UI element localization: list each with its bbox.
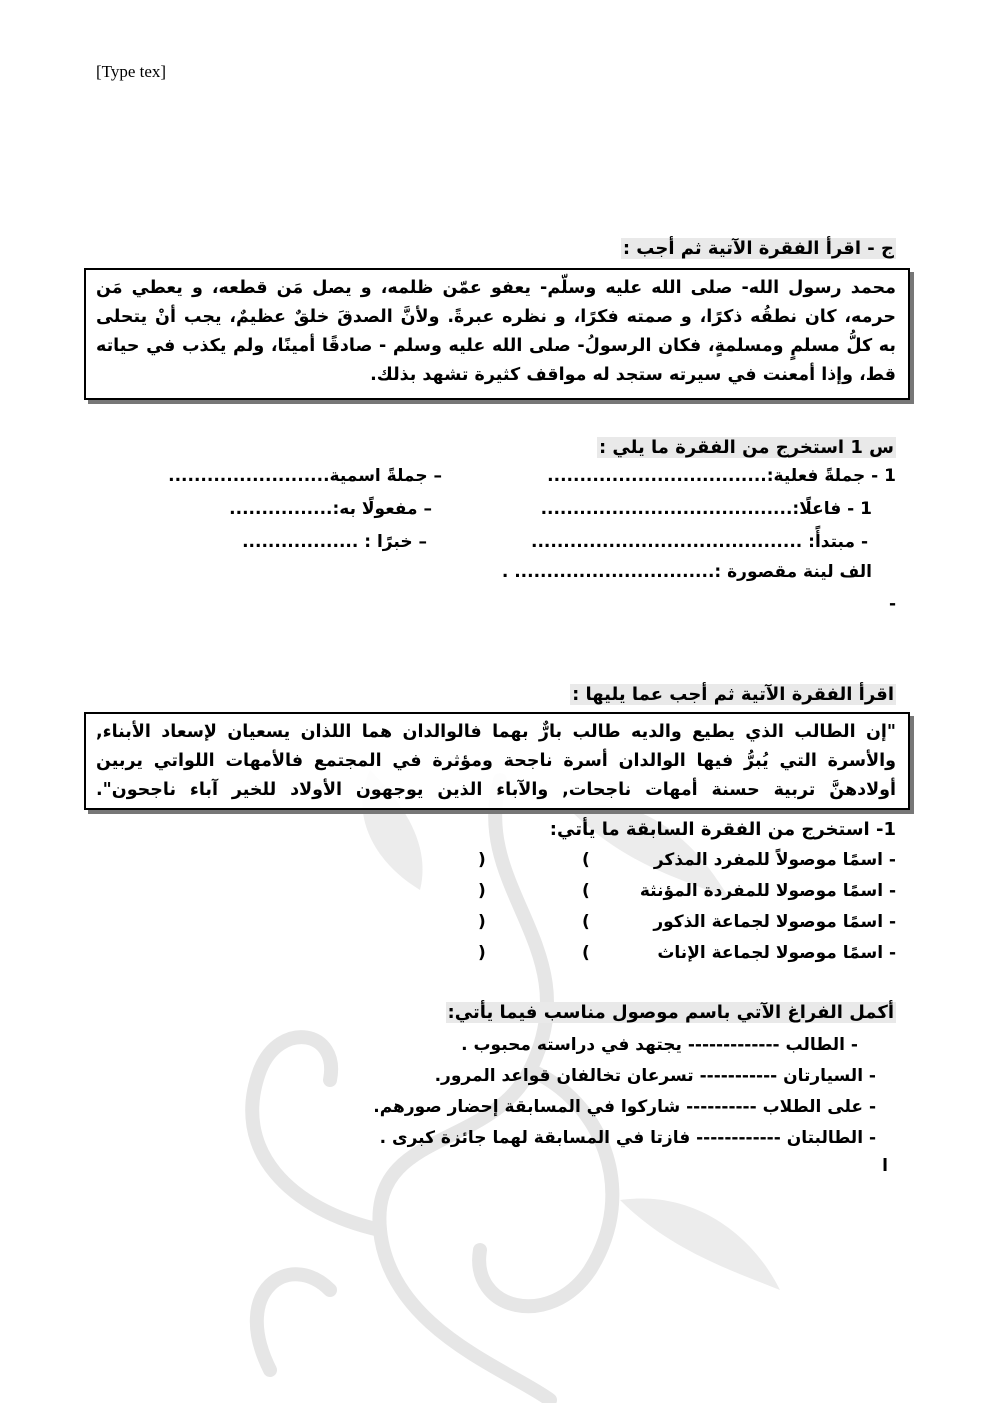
- extract-alif-maqsura: الف لينة مقصورة :............................... .: [501, 562, 872, 582]
- extract-nominal-sentence: – جملةً اسمية.........................: [168, 466, 442, 486]
- relative-pronoun-label: - اسمًا موصولا لجماعة الذكور: [653, 912, 896, 932]
- relative-pronoun-label: - اسمًا موصولاً للمفرد المذكر: [653, 850, 896, 870]
- section2-question-title: 1- استخرج من الفقرة السابقة ما يأتي:: [549, 819, 896, 840]
- section1-passage-line: قط، وإذا أمعنت في سيرته ستجد له مواقف كثيرة تشهد بذلك.: [370, 365, 896, 385]
- fill-blank-line: - الطالب ------------- يجتهد في دراسته محبوب .: [461, 1035, 858, 1055]
- extract-subject: 1 - فاعلًا:.......................................: [540, 499, 872, 519]
- answer-paren-open: (: [582, 850, 590, 870]
- section2-passage-line: أولادهنَّ تربية حسنة أمهات ناجحات, والآباء الذين يوجهون الأولاد للخير آباء ناجحون".: [96, 780, 896, 800]
- answer-paren-open: (: [582, 881, 590, 901]
- section2-heading: اقرأ الفقرة الآتية ثم أجب عما يليها :: [572, 684, 894, 705]
- section2-passage-box: [84, 712, 910, 810]
- section1-question-title: س 1 استخرج من الفقرة ما يلي :: [598, 437, 894, 458]
- header-placeholder: [Type tex]: [96, 62, 167, 81]
- answer-paren-close: ): [478, 912, 486, 932]
- extract-verbal-sentence: 1 - جملةً فعلية:..................................: [547, 466, 896, 486]
- relative-pronoun-label: - اسمًا موصولا للمفردة المؤنثة: [639, 881, 896, 901]
- extract-mubtada: - مبتدأً: ..........................................: [531, 532, 868, 552]
- page-mark: ا: [882, 1156, 888, 1176]
- fill-blank-line: - على الطلاب ---------- شاركوا في المسابقة إحضار صورهم.: [373, 1097, 876, 1117]
- answer-paren-close: ): [478, 850, 486, 870]
- fill-blank-line: - الطالبتان ------------ فازتا في المسابقة لهما جائزة كبرى .: [379, 1128, 876, 1148]
- extract-extra-dash: -: [888, 594, 896, 614]
- section2-passage-line: والأسرة التي يُبرُّ فيها الوالدان أسرة ناجحة ومؤثرة في المجتمع فالأمهات اللواتي يربين: [96, 751, 896, 771]
- relative-pronoun-label: - اسمًا موصولا لجماعة الإناث: [657, 943, 896, 963]
- answer-paren-close: ): [478, 943, 486, 963]
- answer-paren-open: (: [582, 912, 590, 932]
- section2-passage-line: "إن الطالب الذي يطيع والديه طالب بارٌّ بهما فالوالدان هما اللذان يسعيان لإسعاد الأبناء,: [96, 722, 896, 742]
- section3-heading: أكمل الفراغ الآتي باسم موصول مناسب فيما يأتي:: [447, 1002, 894, 1023]
- extract-khabar: – خبرًا : ..................: [242, 532, 427, 552]
- section1-heading: ج - اقرأ الفقرة الآتية ثم أجب :: [622, 238, 894, 259]
- answer-paren-close: ): [478, 881, 486, 901]
- extract-object: – مفعولًا به:................: [229, 499, 432, 519]
- section1-passage-line: به كلُّ مسلمٍ ومسلمةٍ، فكان الرسولُ- صلى الله عليه وسلم - صادقًا أمينًا، ولم يكذب في حياته: [96, 336, 896, 356]
- section1-passage-box: [84, 268, 910, 400]
- section1-passage-line: محمد رسول الله- صلى الله عليه وسلّم- يعفو عمّن ظلمه، و يصل مَن قطعه، و يعطي مَن: [96, 278, 896, 298]
- answer-paren-open: (: [582, 943, 590, 963]
- fill-blank-line: - السيارتان ----------- تسرعان تخالفان قواعد المرور.: [434, 1066, 876, 1086]
- section1-passage-line: حرمه، كان نطقُه ذكرًا، و صمته فكرًا، و نظره عبرةً. ولأنَّ الصدقَ خلقٌ عظيمٌ، يجب أنْ يتحلى: [96, 307, 896, 327]
